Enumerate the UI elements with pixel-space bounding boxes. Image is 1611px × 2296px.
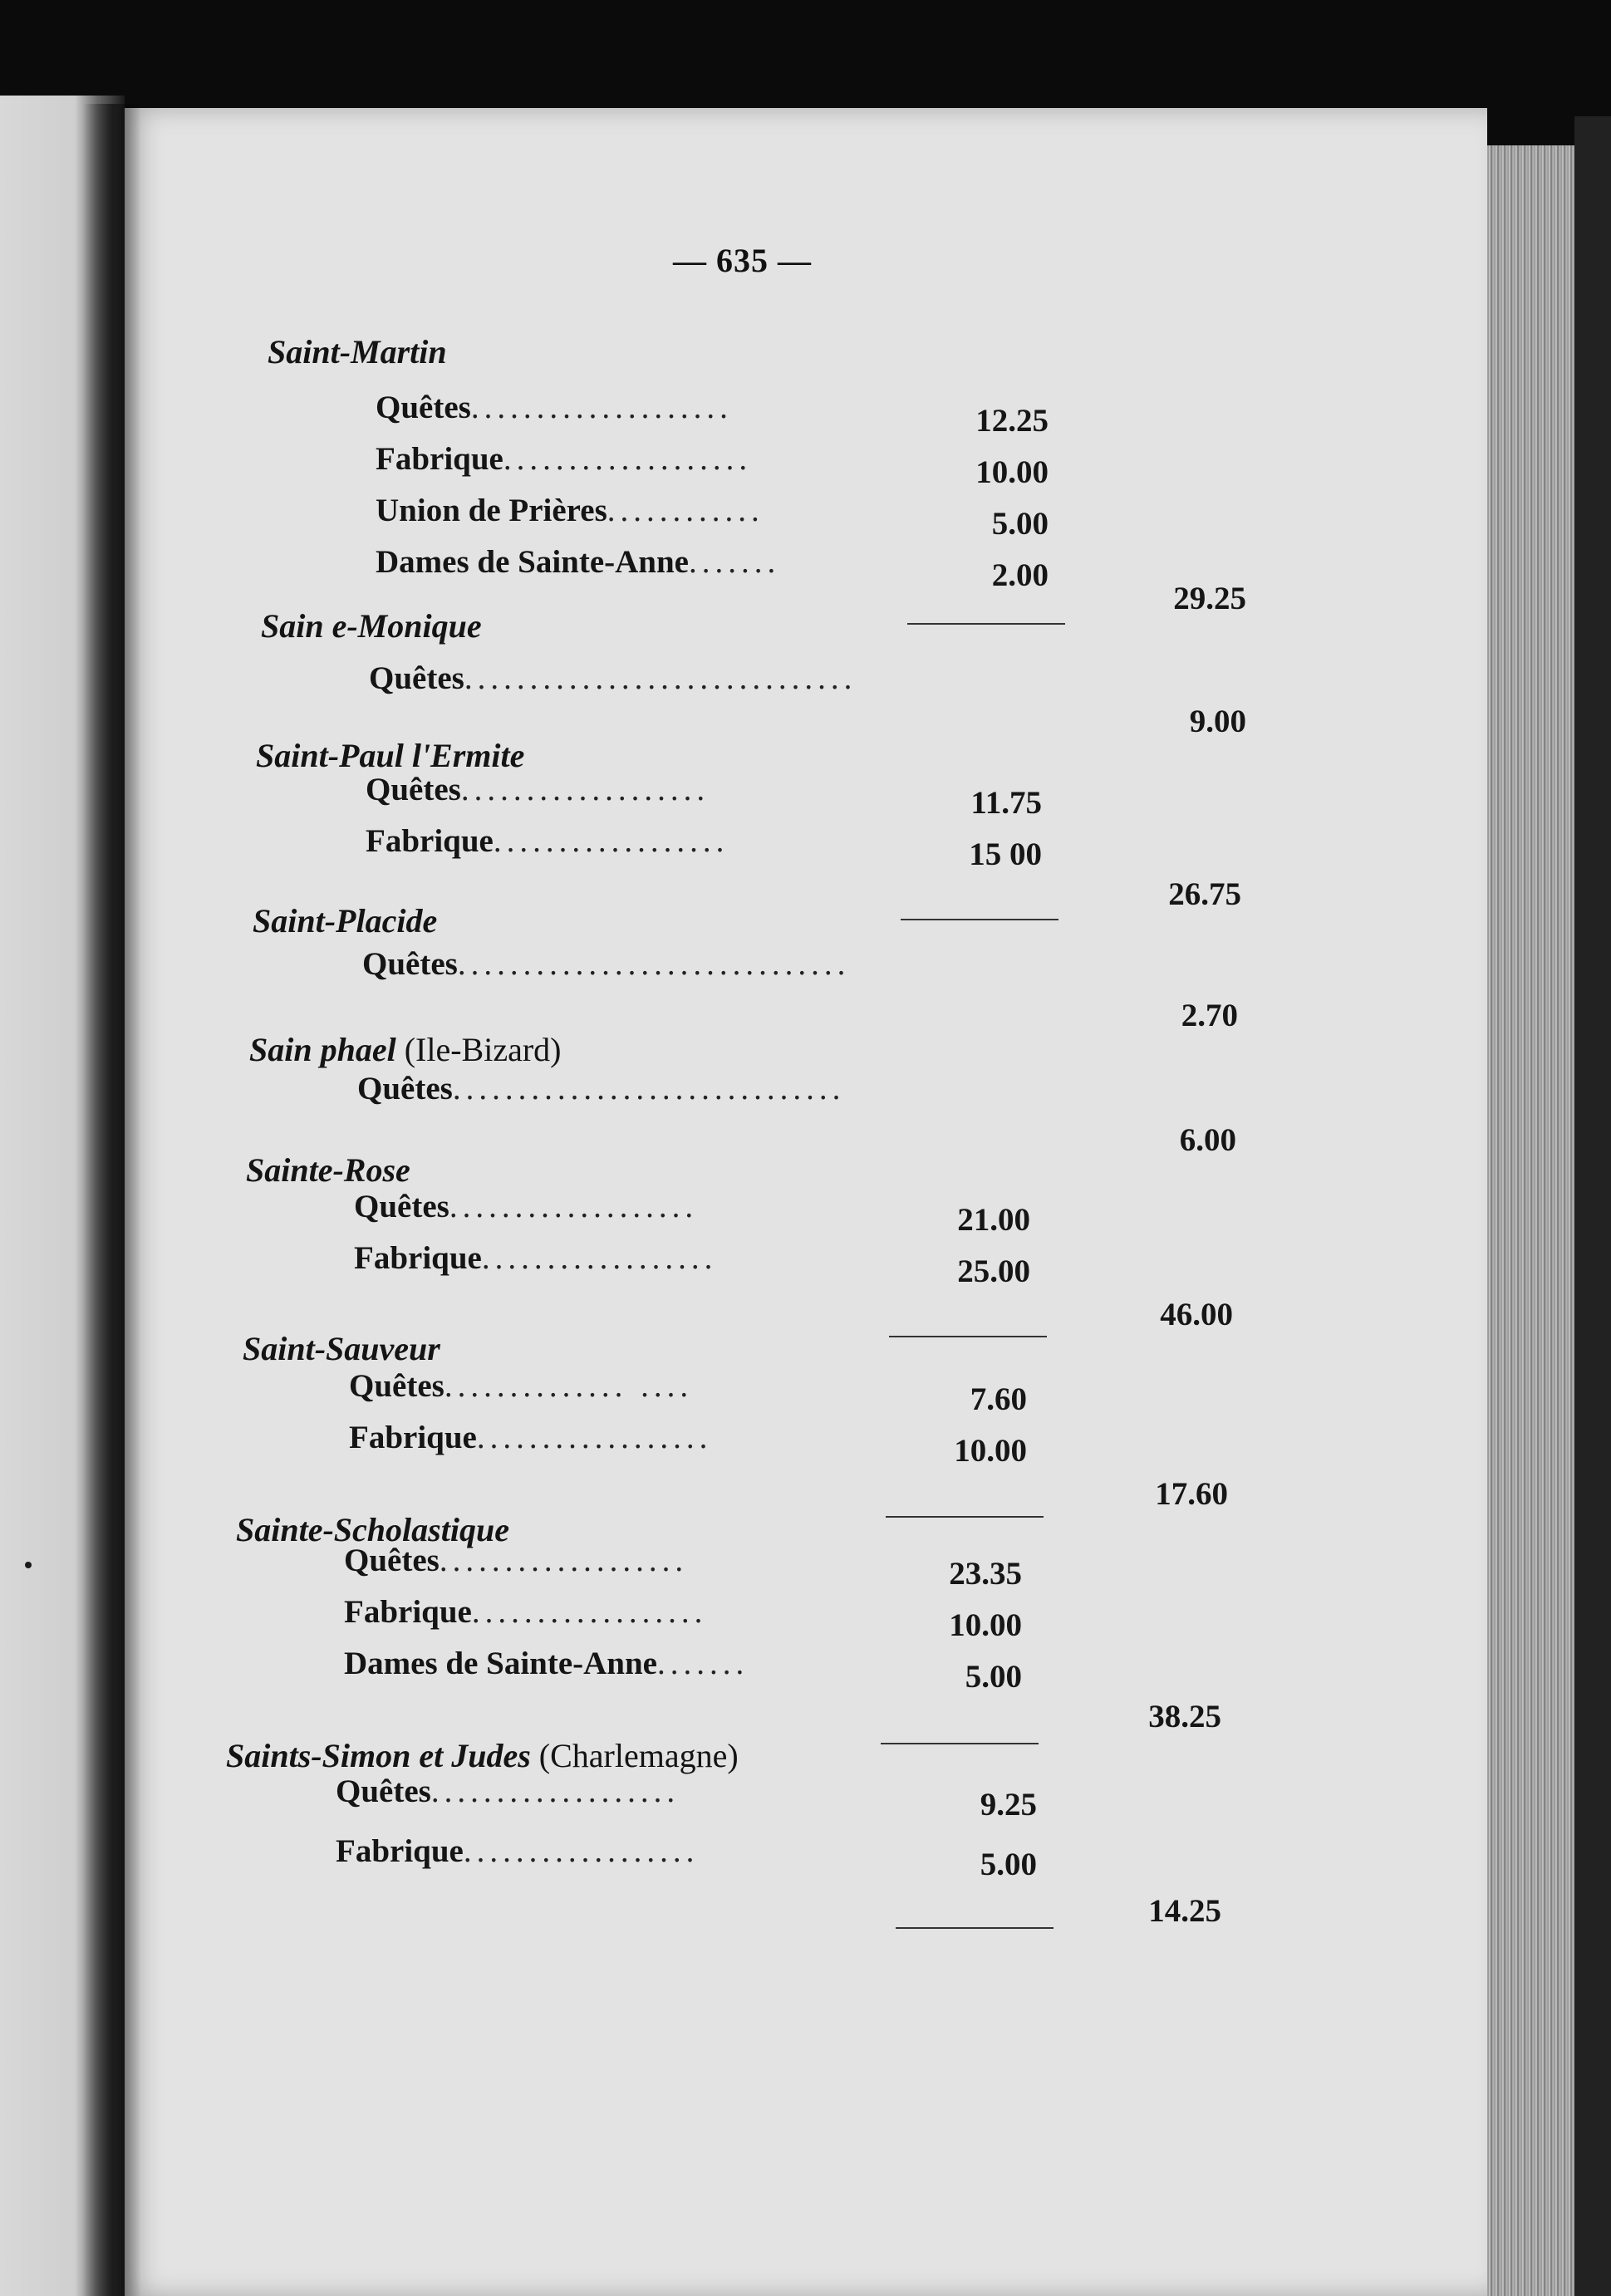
ledger-line-amount: 10.00 [949, 1607, 1022, 1643]
subtotal-rule [886, 1516, 1044, 1518]
ledger-line-label: Fabrique [349, 1420, 477, 1455]
parish-name [261, 606, 482, 645]
ledger-line-amount: 7.60 [970, 1381, 1027, 1417]
parish-title: Sainte-Rose [246, 1151, 410, 1189]
parish-name [243, 1329, 440, 1368]
ledger-line-label: Quêtes [362, 946, 458, 982]
parish-title: Saint-Sauveur [243, 1330, 440, 1367]
ledger-line [354, 1239, 717, 1277]
ledger-line-label: Dames de Sainte-Anne [344, 1646, 657, 1681]
scanner-edge [1574, 116, 1611, 2296]
ledger-line-label: Fabrique [344, 1594, 472, 1630]
ledger-line-label: Union de Prières [376, 493, 607, 528]
ledger-line-label: Fabrique [336, 1833, 464, 1869]
ledger-line [354, 1188, 698, 1225]
ledger-line-amount: 11.75 [970, 785, 1042, 821]
ledger-line-amount: 21.00 [957, 1202, 1030, 1238]
parish-name [253, 901, 437, 940]
parish-total: 2.70 [1181, 998, 1238, 1033]
subtotal-rule [896, 1927, 1054, 1929]
parish-total: 9.00 [1189, 704, 1246, 739]
ledger-line-amount: 5.00 [980, 1847, 1037, 1882]
page-number: — 635 — [673, 242, 812, 279]
leader-dots: .............................. [457, 946, 851, 982]
parish-name [256, 736, 524, 775]
ledger-line [336, 1832, 699, 1870]
ledger-line-amount: 5.00 [991, 506, 1049, 542]
parish-total: 38.25 [1148, 1699, 1221, 1734]
leader-dots: .............................. [452, 1071, 846, 1106]
ledger-line-label: Quêtes [344, 1543, 440, 1578]
parish-total: 6.00 [1179, 1122, 1236, 1158]
leader-dots: ....... [689, 544, 781, 580]
leader-dots: .................. [493, 823, 729, 859]
parish-title: Saints-Simon et Judes [226, 1737, 531, 1774]
subtotal-rule [907, 623, 1065, 625]
ledger-line-amount: 25.00 [957, 1253, 1030, 1289]
parish-name [226, 1736, 739, 1775]
ledger-line-label: Fabrique [354, 1240, 482, 1276]
parish-title: Saint-Martin [268, 333, 447, 370]
ledger-line-amount: 15 00 [969, 836, 1042, 872]
parish-title: Saint-Placide [253, 902, 438, 939]
ledger-line-amount: 10.00 [975, 454, 1049, 490]
ledger-line [349, 1367, 693, 1405]
parish-name [268, 332, 447, 371]
leader-dots: .................. [471, 1594, 708, 1630]
ledger-line [357, 1070, 845, 1107]
parish-total: 26.75 [1168, 876, 1241, 912]
leader-dots: ................... [460, 772, 710, 807]
leader-dots: .................. [463, 1833, 700, 1869]
leader-dots: ................... [439, 1543, 689, 1578]
ledger-line-label: Fabrique [366, 823, 494, 859]
leader-dots: .................. [476, 1420, 713, 1455]
leader-dots: ....... [657, 1646, 749, 1681]
ledger-line-amount: 9.25 [980, 1787, 1037, 1823]
parish-location-note: (Ile-Bizard) [395, 1031, 562, 1068]
leader-dots: ................... [449, 1189, 699, 1224]
parish-title: Saint-Paul l'Ermite [256, 737, 525, 774]
parish-title: Sainte-Scholastique [236, 1511, 509, 1548]
ledger-line [362, 945, 850, 983]
ledger-line-label: Fabrique [376, 441, 503, 477]
ledger-line [349, 1419, 712, 1456]
book-page [125, 108, 1487, 2296]
ledger-line [366, 771, 710, 808]
parish-name [246, 1150, 410, 1190]
ledger-line [376, 440, 752, 478]
ledger-line-label: Dames de Sainte-Anne [376, 544, 689, 580]
ledger-line [344, 1542, 688, 1579]
parish-title: Sain phael [249, 1031, 396, 1068]
ledger-line [344, 1593, 707, 1631]
parish-location-note: (Charlemagne) [530, 1737, 739, 1774]
subtotal-rule [881, 1743, 1039, 1744]
ledger-line-amount: 10.00 [954, 1433, 1027, 1469]
ledger-line-amount: 5.00 [965, 1659, 1022, 1695]
ledger-line-label: Quêtes [336, 1774, 431, 1809]
parish-total: 17.60 [1155, 1476, 1228, 1512]
ledger-line [376, 492, 764, 529]
ledger-line-label: Quêtes [349, 1368, 444, 1404]
ledger-line [336, 1773, 680, 1810]
ledger-line-amount: 2.00 [991, 557, 1049, 593]
leader-dots: .............. .... [444, 1368, 694, 1404]
ledger-line-label: Quêtes [354, 1189, 449, 1224]
ledger-line-amount: 12.25 [975, 403, 1049, 439]
leader-dots: .................... [470, 390, 733, 425]
ledger-line-label: Quêtes [366, 772, 461, 807]
leader-dots: ............ [607, 493, 764, 528]
parish-total: 46.00 [1160, 1297, 1233, 1332]
gutter-shadow [83, 104, 141, 2296]
ledger-line-amount: 23.35 [949, 1556, 1022, 1592]
leader-dots: .............................. [464, 660, 857, 696]
ledger-line-label: Quêtes [357, 1071, 453, 1106]
leader-dots: ................... [503, 441, 753, 477]
ledger-line [376, 389, 733, 426]
parish-title: Sain e-Monique [261, 607, 482, 645]
parish-name [249, 1030, 562, 1069]
ledger-line-label: Quêtes [376, 390, 471, 425]
ledger-line [366, 822, 729, 860]
leader-dots: .................. [481, 1240, 718, 1276]
ledger-line [376, 543, 780, 581]
scan-speck [25, 1562, 32, 1568]
subtotal-rule [901, 919, 1058, 920]
ledger-line [344, 1645, 749, 1682]
parish-total: 29.25 [1173, 581, 1246, 616]
ledger-line [369, 660, 857, 697]
leader-dots: ................... [430, 1774, 680, 1809]
subtotal-rule [889, 1336, 1047, 1337]
ledger-line-label: Quêtes [369, 660, 464, 696]
parish-total: 14.25 [1148, 1893, 1221, 1929]
